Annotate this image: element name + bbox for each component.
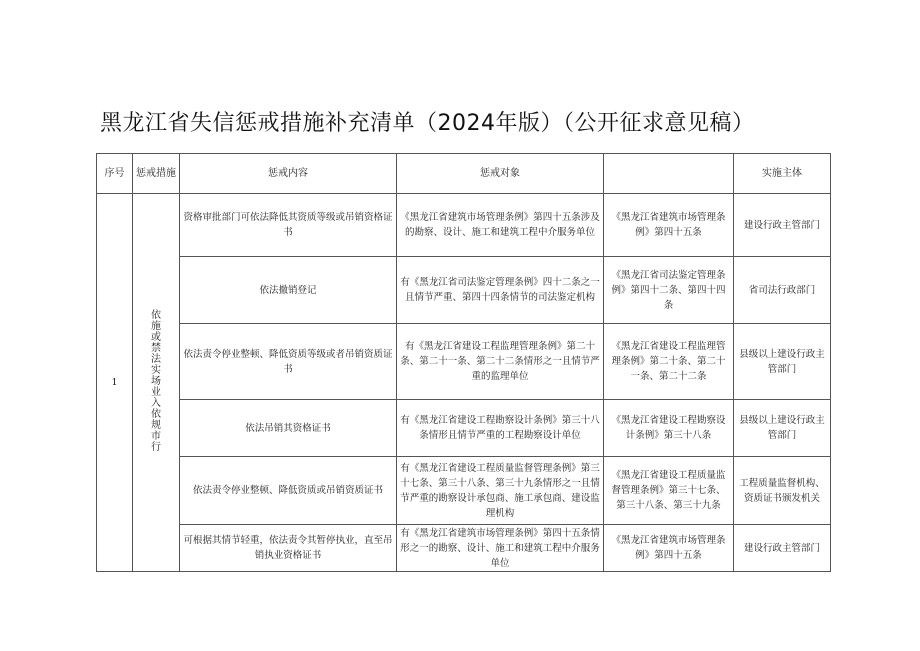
- measure-cell: [133, 194, 180, 572]
- header-no: 序号: [97, 154, 133, 194]
- agency-cell: 省司法行政部门: [734, 257, 831, 324]
- table-row: [97, 525, 831, 572]
- content-cell: 可根据其情节轻重，依法责令其暂停执业，直至吊销执业资格证书: [180, 525, 397, 572]
- header-target: 惩戒对象: [397, 154, 604, 194]
- content-cell: 依法责令停业整顿、降低资质或吊销资质证书: [180, 457, 397, 525]
- page-title: 黑龙江省失信惩戒措施补充清单（2024年版）（公开征求意见稿）: [100, 111, 755, 136]
- basis-cell: 《黑龙江省建设工程质量监督管理条例》第三十七条、第三十八条、第三十九条: [604, 457, 734, 525]
- table-row: [97, 257, 831, 324]
- measures-table: [96, 153, 831, 572]
- target-cell: 有《黑龙江省建设工程监理管理条例》第二十条、第二十一条、第二十二条情形之一且情节严重的监理单位: [397, 324, 604, 400]
- agency-cell: 工程质量监督机构、资质证书颁发机关: [734, 457, 831, 525]
- target-cell: 《黑龙江省建筑市场管理条例》第四十五条涉及的勘察、设计、施工和建筑工程中介服务单位: [397, 194, 604, 257]
- header-content: 惩戒内容: [180, 154, 397, 194]
- basis-cell: 《黑龙江省建筑市场管理条例》第四十五条: [604, 525, 734, 572]
- content-cell: 依法撤销登记: [180, 257, 397, 324]
- content-cell: 资格审批部门可依法降低其资质等级或吊销资格证书: [180, 194, 397, 257]
- header-basis: [604, 154, 734, 194]
- target-cell: 有《黑龙江省建筑市场管理条例》第四十五条情形之一的勘察、设计、施工和建筑工程中介服务单位: [397, 525, 604, 572]
- agency-cell: 建设行政主管部门: [734, 525, 831, 572]
- basis-cell: 《黑龙江省建筑市场管理条例》第四十五条: [604, 194, 734, 257]
- header-measure: 惩戒措施: [133, 154, 180, 194]
- header-agency: 实施主体: [734, 154, 831, 194]
- content-cell: 依法吊销其资格证书: [180, 400, 397, 457]
- agency-cell: 县级以上建设行政主管部门: [734, 324, 831, 400]
- row-number: 1: [97, 194, 133, 572]
- agency-cell: 建设行政主管部门: [734, 194, 831, 257]
- basis-cell: 《黑龙江省司法鉴定管理条例》第四十二条、第四十四条: [604, 257, 734, 324]
- target-cell: 有《黑龙江省建设工程质量监督管理条例》第三十七条、第三十八条、第三十九条情形之一且情节严重的勘察设计承包商、施工承包商、建设监理机构: [397, 457, 604, 525]
- basis-cell: 《黑龙江省建设工程监理管理条例》第二十条、第二十一条、第二十二条: [604, 324, 734, 400]
- table-row: [97, 324, 831, 400]
- measure-text: 依施或禁法实场业入依规市行: [151, 310, 161, 453]
- table-row: [97, 194, 831, 257]
- content-cell: 依法责令停业整顿、降低资质等级或者吊销资质证书: [180, 324, 397, 400]
- table-header-row: [97, 154, 831, 194]
- target-cell: 有《黑龙江省建设工程勘察设计条例》第三十八条情形且情节严重的工程勘察设计单位: [397, 400, 604, 457]
- target-cell: 有《黑龙江省司法鉴定管理条例》四十二条之一且情节严重、第四十四条情节的司法鉴定机构: [397, 257, 604, 324]
- basis-cell: 《黑龙江省建设工程勘察设计条例》第三十八条: [604, 400, 734, 457]
- agency-cell: 县级以上建设行政主管部门: [734, 400, 831, 457]
- table-row: [97, 400, 831, 457]
- table-row: [97, 457, 831, 525]
